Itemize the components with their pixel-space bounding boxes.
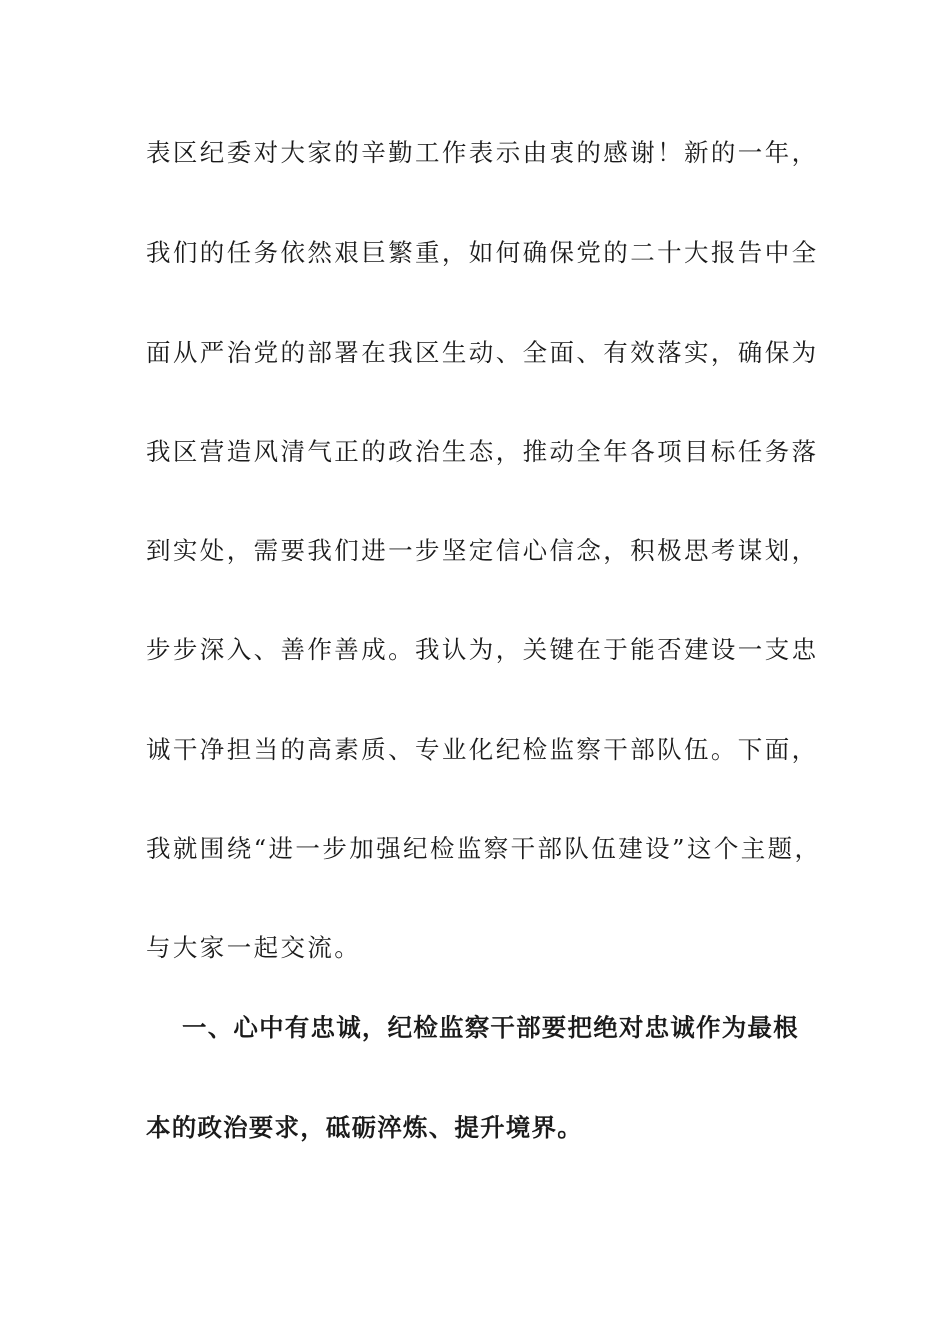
section-heading-line: 一、心中有忠诚，纪检监察干部要把绝对忠诚作为最根 [182,1013,799,1042]
paragraph-line: 我区营造风清气正的政治生态，推动全年各项目标任务落 [146,437,819,466]
section-heading-line: 本的政治要求，砥砺淬炼、提升境界。 [146,1113,583,1142]
paragraph-line: 表区纪委对大家的辛勤工作表示由衷的感谢！新的一年， [146,138,819,167]
paragraph-line: 面从严治党的部署在我区生动、全面、有效落实，确保为 [146,338,819,367]
paragraph-line: 步步深入、善作善成。我认为，关键在于能否建设一支忠 [146,635,819,664]
paragraph-line: 与大家一起交流。 [146,933,362,962]
paragraph-line: 到实处，需要我们进一步坚定信心信念，积极思考谋划， [146,536,819,565]
paragraph-line: 我们的任务依然艰巨繁重，如何确保党的二十大报告中全 [146,238,819,267]
paragraph-line: 诚干净担当的高素质、专业化纪检监察干部队伍。下面， [146,735,819,764]
paragraph-line: 我就围绕“进一步加强纪检监察干部队伍建设”这个主题， [146,834,822,863]
